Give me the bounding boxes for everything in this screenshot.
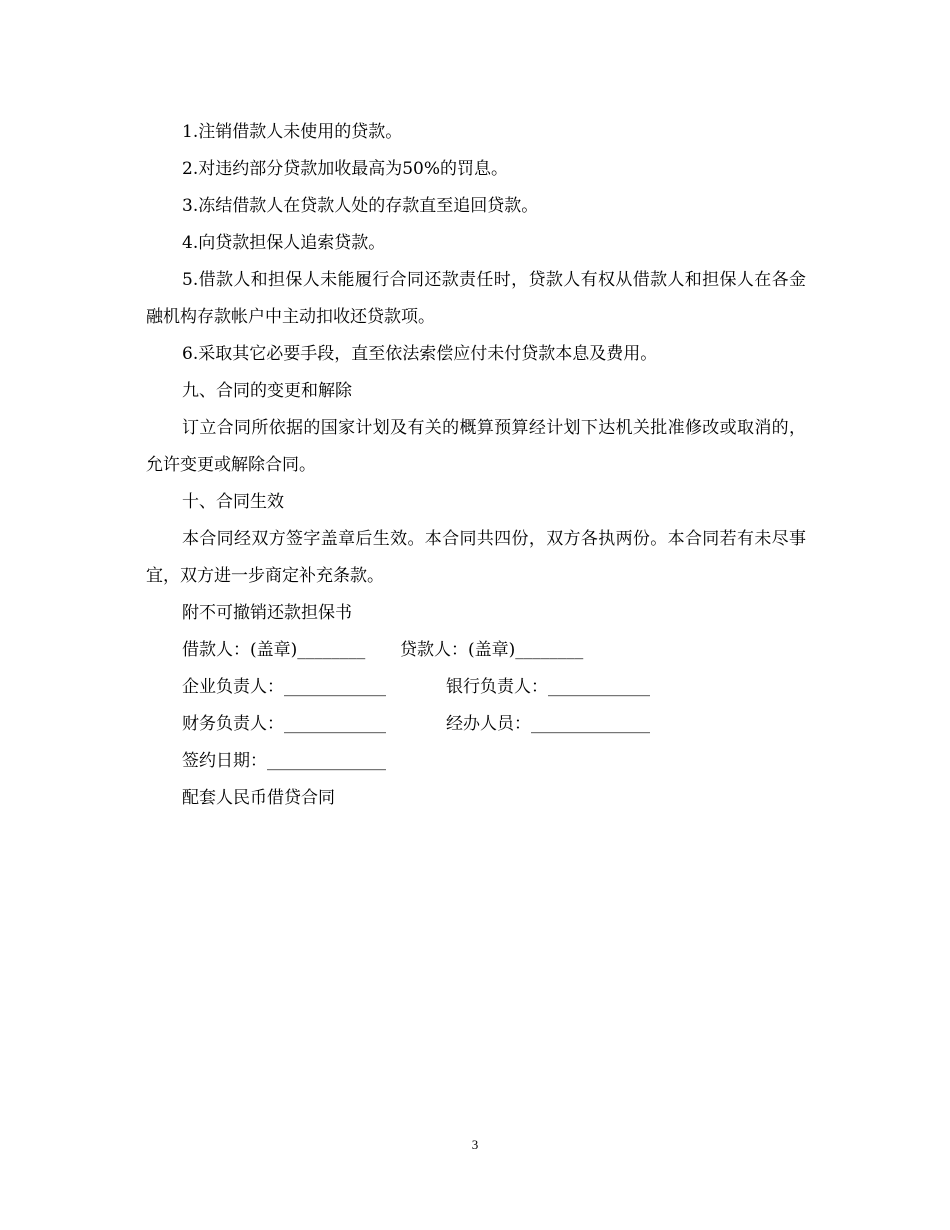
bank-head-signature: 银行负责人：____________ [446, 677, 650, 697]
clause-item-1: 1.注销借款人未使用的贷款。 [182, 122, 403, 142]
section-9-body: 订立合同所依据的国家计划及有关的概算预算经计划下达机关批准修改或取消的，允许变更或解除合同。 [146, 418, 806, 475]
section-10-body: 本合同经双方签字盖章后生效。本合同共四份，双方各执两份。本合同若有未尽事宜，双方进一步商定补充条款。 [146, 529, 806, 586]
clause-item-3: 3.冻结借款人在贷款人处的存款直至追回贷款。 [182, 196, 539, 216]
attachment-note: 附不可撤销还款担保书 [182, 603, 352, 623]
section-9-heading: 九、合同的变更和解除 [182, 381, 352, 401]
signature-row-staff [146, 706, 806, 743]
borrower-signature: 借款人：(盖章)________ [182, 640, 366, 660]
signature-row-date [146, 743, 806, 780]
page-number: 3 [471, 1137, 479, 1152]
clause-item-6: 6.采取其它必要手段，直至依法索偿应付未付贷款本息及费用。 [182, 344, 658, 364]
handler-signature: 经办人员：______________ [446, 714, 650, 734]
sign-date: 签约日期：______________ [182, 751, 386, 771]
clause-item-2: 2.对违约部分贷款加收最高为50%的罚息。 [182, 159, 509, 179]
signature-row-parties [146, 632, 806, 669]
enterprise-head-signature: 企业负责人：____________ [182, 677, 386, 697]
closing-title: 配套人民币借贷合同 [182, 788, 335, 808]
finance-head-signature: 财务负责人：____________ [182, 714, 386, 734]
lender-signature: 贷款人：(盖章)________ [400, 640, 584, 660]
clause-item-4: 4.向贷款担保人追索贷款。 [182, 233, 386, 253]
section-10-heading: 十、合同生效 [182, 492, 284, 512]
clause-item-5: 5.借款人和担保人未能履行合同还款责任时，贷款人有权从借款人和担保人在各金融机构存款帐户中主动扣收还贷款项。 [146, 270, 806, 327]
document-body [146, 114, 806, 817]
signature-row-heads [146, 669, 806, 706]
